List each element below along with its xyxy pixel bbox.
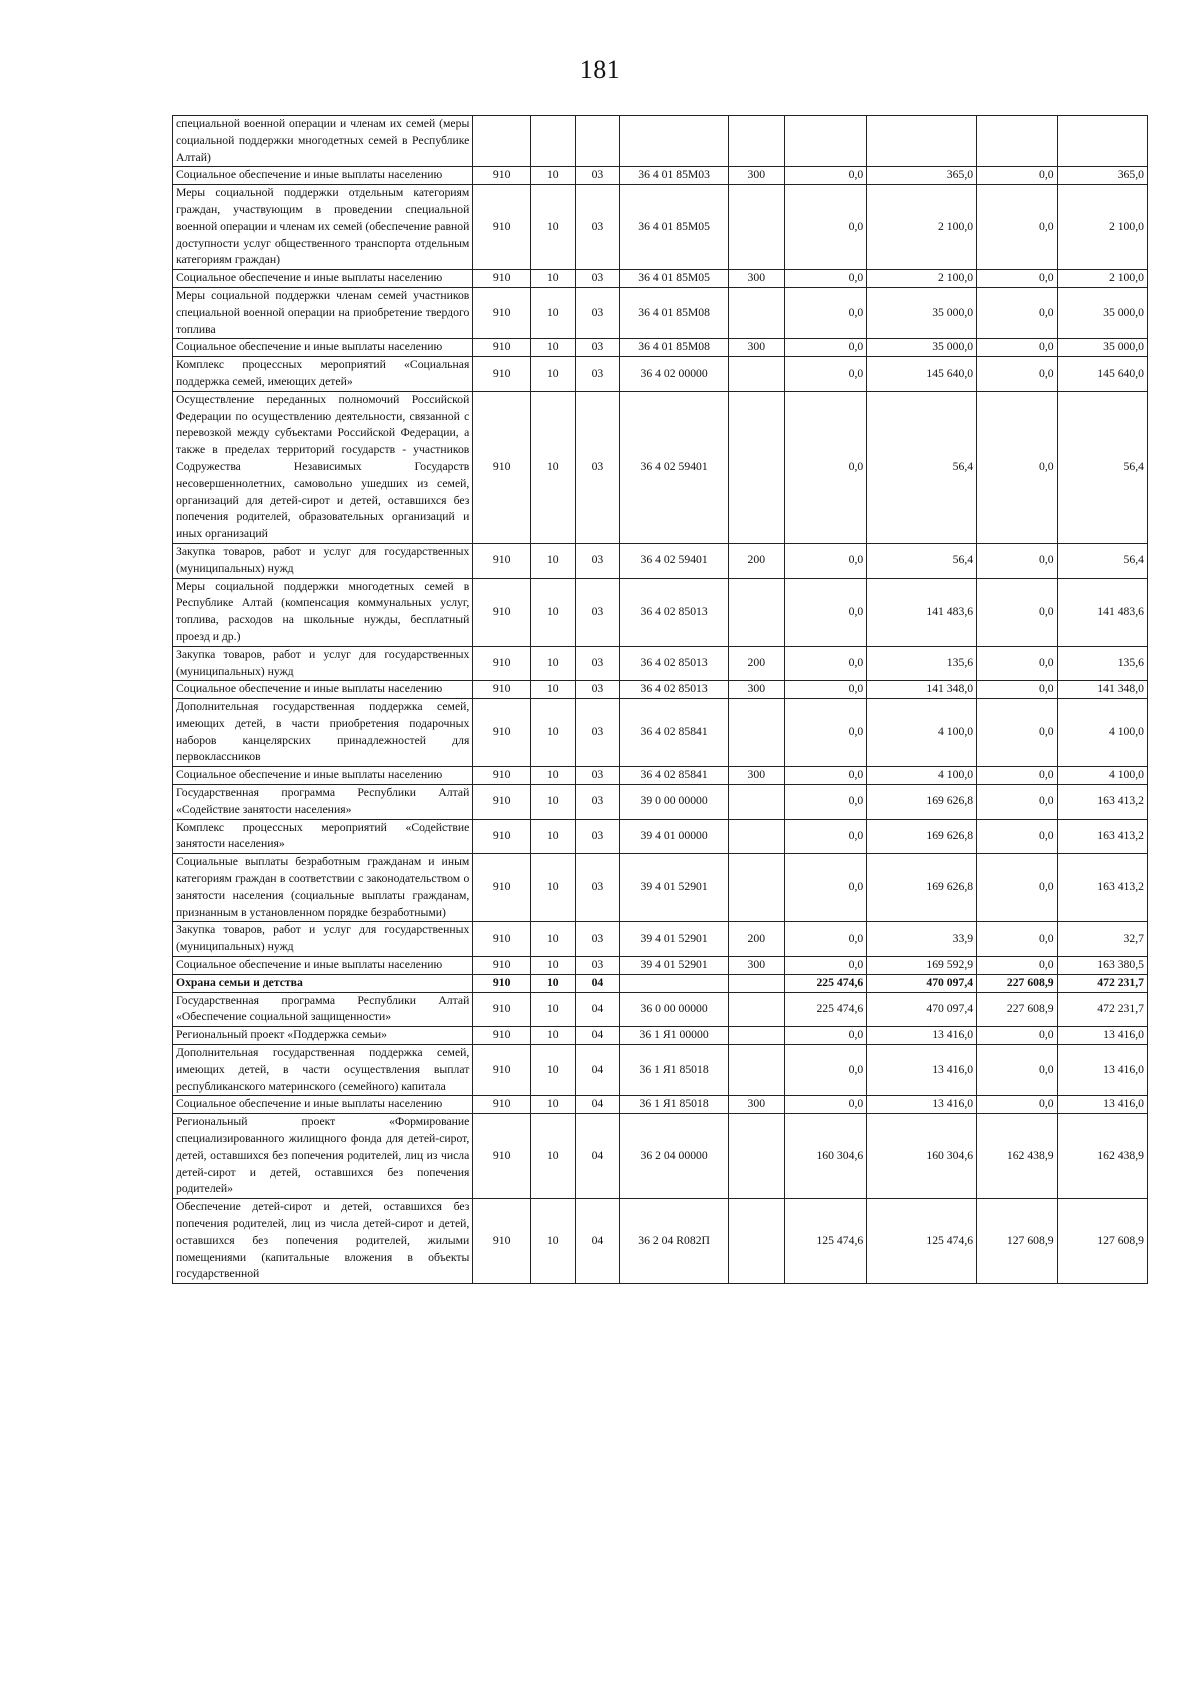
cell-expense-type: 300 [729, 767, 784, 785]
cell-sum-1: 0,0 [784, 785, 867, 820]
table-row [173, 1114, 1148, 1199]
cell-subsection: 03 [575, 578, 620, 646]
cell-subsection: 03 [575, 767, 620, 785]
table-row [173, 1096, 1148, 1114]
cell-subsection: 03 [575, 699, 620, 767]
cell-subsection: 03 [575, 185, 620, 270]
row-name: Государственная программа Республики Алтай «Содействие занятости населения» [173, 785, 473, 820]
cell-expense-type [729, 287, 784, 338]
cell-sum-1: 0,0 [784, 270, 867, 288]
cell-sum-3: 0,0 [977, 681, 1058, 699]
cell-section: 10 [531, 339, 576, 357]
table-row [173, 854, 1148, 922]
cell-subsection: 04 [575, 1096, 620, 1114]
cell-target-article: 36 4 02 00000 [620, 357, 729, 392]
table-row [173, 1199, 1148, 1284]
table-row [173, 681, 1148, 699]
cell-sum-3: 0,0 [977, 922, 1058, 957]
cell-sum-1 [784, 116, 867, 167]
cell-admin-code: 910 [473, 854, 531, 922]
table-row [173, 646, 1148, 681]
cell-sum-3: 0,0 [977, 957, 1058, 975]
cell-expense-type [729, 1045, 784, 1096]
cell-sum-3: 0,0 [977, 785, 1058, 820]
cell-subsection: 03 [575, 785, 620, 820]
cell-sum-4: 2 100,0 [1057, 185, 1147, 270]
row-name: Социальное обеспечение и иные выплаты населению [173, 167, 473, 185]
cell-section: 10 [531, 1114, 576, 1199]
cell-section: 10 [531, 767, 576, 785]
cell-sum-2: 56,4 [867, 543, 977, 578]
cell-target-article: 36 4 01 85М08 [620, 339, 729, 357]
cell-sum-3: 0,0 [977, 391, 1058, 543]
cell-sum-4: 145 640,0 [1057, 357, 1147, 392]
cell-sum-3: 0,0 [977, 1045, 1058, 1096]
cell-expense-type: 200 [729, 922, 784, 957]
cell-target-article: 36 0 00 00000 [620, 992, 729, 1027]
cell-sum-1: 225 474,6 [784, 992, 867, 1027]
cell-admin-code: 910 [473, 1114, 531, 1199]
cell-subsection: 03 [575, 270, 620, 288]
cell-sum-2: 125 474,6 [867, 1199, 977, 1284]
table-row [173, 819, 1148, 854]
table-row [173, 167, 1148, 185]
cell-sum-4: 163 413,2 [1057, 819, 1147, 854]
cell-sum-1: 0,0 [784, 543, 867, 578]
cell-sum-2: 13 416,0 [867, 1045, 977, 1096]
cell-subsection: 03 [575, 854, 620, 922]
cell-subsection: 03 [575, 391, 620, 543]
row-name: специальной военной операции и членам их семей (меры социальной поддержки многодетных семей в Республике Алтай) [173, 116, 473, 167]
cell-admin-code: 910 [473, 1199, 531, 1284]
cell-admin-code: 910 [473, 167, 531, 185]
table-row [173, 339, 1148, 357]
row-name: Меры социальной поддержки многодетных семей в Республике Алтай (компенсация коммунальных услуг, топлива, расходов на школьные нужды, бесплатный проезд и др.) [173, 578, 473, 646]
cell-target-article: 36 1 Я1 85018 [620, 1045, 729, 1096]
row-name: Меры социальной поддержки членам семей участников специальной военной операции на приобретение твердого топлива [173, 287, 473, 338]
cell-section: 10 [531, 391, 576, 543]
table-row [173, 1027, 1148, 1045]
cell-sum-3: 0,0 [977, 646, 1058, 681]
cell-expense-type: 300 [729, 681, 784, 699]
cell-admin-code: 910 [473, 1045, 531, 1096]
budget-table [172, 115, 1148, 1284]
cell-sum-2: 365,0 [867, 167, 977, 185]
row-name: Дополнительная государственная поддержка семей, имеющих детей, в части приобретения подарочных наборов канцелярских принадлежностей для первоклассников [173, 699, 473, 767]
cell-subsection: 03 [575, 339, 620, 357]
cell-admin-code: 910 [473, 819, 531, 854]
cell-sum-3: 0,0 [977, 1027, 1058, 1045]
cell-sum-2: 13 416,0 [867, 1096, 977, 1114]
cell-admin-code: 910 [473, 681, 531, 699]
cell-sum-2: 169 626,8 [867, 819, 977, 854]
row-name: Социальное обеспечение и иные выплаты населению [173, 270, 473, 288]
cell-expense-type [729, 116, 784, 167]
cell-sum-4: 13 416,0 [1057, 1045, 1147, 1096]
cell-section: 10 [531, 167, 576, 185]
cell-admin-code [473, 116, 531, 167]
cell-expense-type: 300 [729, 167, 784, 185]
cell-expense-type [729, 357, 784, 392]
cell-sum-2 [867, 116, 977, 167]
cell-target-article: 36 4 02 85013 [620, 646, 729, 681]
cell-target-article: 36 4 01 85М03 [620, 167, 729, 185]
cell-sum-2: 35 000,0 [867, 287, 977, 338]
cell-sum-3: 0,0 [977, 270, 1058, 288]
cell-sum-3: 0,0 [977, 699, 1058, 767]
cell-sum-1: 0,0 [784, 819, 867, 854]
cell-sum-2: 470 097,4 [867, 974, 977, 992]
cell-sum-4: 35 000,0 [1057, 287, 1147, 338]
row-name: Осуществление переданных полномочий Российской Федерации по осуществлению деятельности, связанной с перевозкой между субъектами Российской Федерации, а также в пределах территорий государств - участников Содружества Независимых Государств несовершеннолетних, самовольно ушедших из семей, организаций для детей-сирот и детей, оставшихся без попечения родителей, образовательных организаций и иных организаций [173, 391, 473, 543]
cell-sum-4: 472 231,7 [1057, 992, 1147, 1027]
cell-sum-1: 0,0 [784, 185, 867, 270]
cell-sum-4: 472 231,7 [1057, 974, 1147, 992]
cell-admin-code: 910 [473, 185, 531, 270]
cell-expense-type [729, 1027, 784, 1045]
table-row-section-header [173, 974, 1148, 992]
cell-admin-code: 910 [473, 357, 531, 392]
cell-sum-4: 56,4 [1057, 543, 1147, 578]
cell-sum-2: 56,4 [867, 391, 977, 543]
cell-sum-1: 0,0 [784, 339, 867, 357]
cell-admin-code: 910 [473, 287, 531, 338]
table-row [173, 785, 1148, 820]
cell-section: 10 [531, 681, 576, 699]
cell-section: 10 [531, 1045, 576, 1096]
table-row [173, 957, 1148, 975]
table-row [173, 922, 1148, 957]
cell-sum-4: 162 438,9 [1057, 1114, 1147, 1199]
row-name: Социальные выплаты безработным гражданам и иным категориям граждан в соответствии с законодательством о занятости населения (социальные выплаты гражданам, признанным в установленном порядке безработными) [173, 854, 473, 922]
cell-sum-3: 0,0 [977, 1096, 1058, 1114]
cell-sum-4: 163 413,2 [1057, 854, 1147, 922]
cell-sum-4: 32,7 [1057, 922, 1147, 957]
table-row [173, 287, 1148, 338]
cell-expense-type [729, 1114, 784, 1199]
cell-sum-4: 13 416,0 [1057, 1027, 1147, 1045]
row-name: Региональный проект «Поддержка семьи» [173, 1027, 473, 1045]
cell-sum-3: 227 608,9 [977, 974, 1058, 992]
cell-admin-code: 910 [473, 699, 531, 767]
cell-sum-3: 0,0 [977, 185, 1058, 270]
cell-sum-3: 0,0 [977, 339, 1058, 357]
row-name: Государственная программа Республики Алтай «Обеспечение социальной защищенности» [173, 992, 473, 1027]
table-row [173, 116, 1148, 167]
cell-section: 10 [531, 543, 576, 578]
cell-target-article: 39 4 01 52901 [620, 922, 729, 957]
cell-section: 10 [531, 1199, 576, 1284]
cell-section: 10 [531, 699, 576, 767]
cell-sum-2: 2 100,0 [867, 270, 977, 288]
row-name: Социальное обеспечение и иные выплаты населению [173, 1096, 473, 1114]
row-name: Закупка товаров, работ и услуг для государственных (муниципальных) нужд [173, 922, 473, 957]
cell-admin-code: 910 [473, 1096, 531, 1114]
cell-target-article: 36 4 01 85М05 [620, 270, 729, 288]
cell-sum-1: 0,0 [784, 854, 867, 922]
page-number: 181 [579, 55, 621, 84]
cell-subsection: 03 [575, 957, 620, 975]
cell-section: 10 [531, 922, 576, 957]
cell-target-article: 36 4 01 85М05 [620, 185, 729, 270]
cell-admin-code: 910 [473, 974, 531, 992]
cell-sum-3: 127 608,9 [977, 1199, 1058, 1284]
cell-subsection: 04 [575, 1045, 620, 1096]
cell-expense-type: 300 [729, 339, 784, 357]
cell-section: 10 [531, 974, 576, 992]
cell-section: 10 [531, 646, 576, 681]
cell-section: 10 [531, 785, 576, 820]
cell-sum-4: 56,4 [1057, 391, 1147, 543]
cell-admin-code: 910 [473, 578, 531, 646]
cell-sum-2: 169 592,9 [867, 957, 977, 975]
cell-sum-2: 135,6 [867, 646, 977, 681]
cell-expense-type [729, 1199, 784, 1284]
cell-expense-type: 300 [729, 270, 784, 288]
cell-sum-1: 0,0 [784, 646, 867, 681]
cell-subsection: 03 [575, 922, 620, 957]
cell-sum-1: 0,0 [784, 1045, 867, 1096]
cell-expense-type [729, 854, 784, 922]
table-row [173, 992, 1148, 1027]
cell-target-article: 36 1 Я1 00000 [620, 1027, 729, 1045]
cell-admin-code: 910 [473, 391, 531, 543]
cell-subsection: 04 [575, 992, 620, 1027]
cell-section: 10 [531, 957, 576, 975]
cell-admin-code: 910 [473, 543, 531, 578]
cell-sum-4: 4 100,0 [1057, 767, 1147, 785]
cell-target-article: 36 4 02 85841 [620, 767, 729, 785]
cell-sum-1: 0,0 [784, 922, 867, 957]
cell-expense-type [729, 699, 784, 767]
cell-expense-type [729, 391, 784, 543]
cell-sum-4: 365,0 [1057, 167, 1147, 185]
cell-sum-1: 0,0 [784, 957, 867, 975]
row-name: Социальное обеспечение и иные выплаты населению [173, 957, 473, 975]
cell-section: 10 [531, 1027, 576, 1045]
cell-expense-type [729, 819, 784, 854]
table-row [173, 767, 1148, 785]
cell-admin-code: 910 [473, 270, 531, 288]
cell-target-article: 36 2 04 00000 [620, 1114, 729, 1199]
row-name: Региональный проект «Формирование специализированного жилищного фонда для детей-сирот, детей, оставшихся без попечения родителей, лиц из числа детей-сирот и детей, оставшихся без попечения родителей» [173, 1114, 473, 1199]
row-name: Социальное обеспечение и иные выплаты населению [173, 681, 473, 699]
cell-sum-2: 35 000,0 [867, 339, 977, 357]
cell-sum-2: 4 100,0 [867, 767, 977, 785]
cell-admin-code: 910 [473, 767, 531, 785]
cell-sum-1: 225 474,6 [784, 974, 867, 992]
cell-admin-code: 910 [473, 1027, 531, 1045]
cell-sum-4 [1057, 116, 1147, 167]
cell-target-article: 36 4 02 85841 [620, 699, 729, 767]
cell-sum-3: 0,0 [977, 578, 1058, 646]
table-row [173, 543, 1148, 578]
cell-admin-code: 910 [473, 957, 531, 975]
table-row [173, 1045, 1148, 1096]
cell-expense-type: 200 [729, 646, 784, 681]
row-name: Комплекс процессных мероприятий «Социальная поддержка семей, имеющих детей» [173, 357, 473, 392]
cell-target-article [620, 116, 729, 167]
cell-sum-1: 125 474,6 [784, 1199, 867, 1284]
cell-subsection: 04 [575, 1114, 620, 1199]
cell-target-article: 39 4 01 00000 [620, 819, 729, 854]
cell-sum-4: 13 416,0 [1057, 1096, 1147, 1114]
cell-target-article: 39 4 01 52901 [620, 854, 729, 922]
cell-section: 10 [531, 992, 576, 1027]
cell-sum-2: 145 640,0 [867, 357, 977, 392]
cell-subsection: 03 [575, 819, 620, 854]
cell-sum-2: 141 483,6 [867, 578, 977, 646]
cell-admin-code: 910 [473, 646, 531, 681]
cell-expense-type [729, 974, 784, 992]
cell-subsection: 03 [575, 646, 620, 681]
cell-section: 10 [531, 578, 576, 646]
cell-sum-1: 0,0 [784, 357, 867, 392]
cell-subsection: 03 [575, 681, 620, 699]
cell-sum-4: 163 413,2 [1057, 785, 1147, 820]
table-row [173, 699, 1148, 767]
cell-sum-2: 470 097,4 [867, 992, 977, 1027]
cell-sum-1: 0,0 [784, 287, 867, 338]
cell-expense-type [729, 578, 784, 646]
cell-sum-1: 0,0 [784, 767, 867, 785]
cell-sum-1: 160 304,6 [784, 1114, 867, 1199]
row-name: Закупка товаров, работ и услуг для государственных (муниципальных) нужд [173, 646, 473, 681]
cell-sum-3: 0,0 [977, 287, 1058, 338]
cell-sum-1: 0,0 [784, 681, 867, 699]
cell-section: 10 [531, 287, 576, 338]
cell-sum-3: 0,0 [977, 167, 1058, 185]
cell-sum-2: 169 626,8 [867, 785, 977, 820]
cell-sum-2: 2 100,0 [867, 185, 977, 270]
row-name: Закупка товаров, работ и услуг для государственных (муниципальных) нужд [173, 543, 473, 578]
cell-target-article [620, 974, 729, 992]
cell-sum-3: 162 438,9 [977, 1114, 1058, 1199]
cell-sum-4: 141 483,6 [1057, 578, 1147, 646]
cell-expense-type: 200 [729, 543, 784, 578]
cell-sum-3: 0,0 [977, 767, 1058, 785]
cell-section: 10 [531, 270, 576, 288]
cell-expense-type [729, 785, 784, 820]
cell-sum-2: 141 348,0 [867, 681, 977, 699]
cell-sum-1: 0,0 [784, 1027, 867, 1045]
cell-subsection: 03 [575, 357, 620, 392]
cell-subsection: 03 [575, 287, 620, 338]
cell-target-article: 36 4 02 85013 [620, 681, 729, 699]
cell-section: 10 [531, 1096, 576, 1114]
cell-section: 10 [531, 357, 576, 392]
cell-target-article: 39 4 01 52901 [620, 957, 729, 975]
cell-sum-4: 135,6 [1057, 646, 1147, 681]
cell-sum-1: 0,0 [784, 391, 867, 543]
cell-sum-2: 33,9 [867, 922, 977, 957]
row-name: Меры социальной поддержки отдельным категориям граждан, участвующим в проведении специальной военной операции и членам их семей (обеспечение равной доступности услуг общественного транспорта отдельным категориям граждан) [173, 185, 473, 270]
cell-target-article: 39 0 00 00000 [620, 785, 729, 820]
cell-sum-3: 227 608,9 [977, 992, 1058, 1027]
cell-sum-4: 4 100,0 [1057, 699, 1147, 767]
table-row [173, 270, 1148, 288]
cell-subsection [575, 116, 620, 167]
cell-sum-4: 2 100,0 [1057, 270, 1147, 288]
cell-target-article: 36 4 02 59401 [620, 543, 729, 578]
cell-target-article: 36 2 04 R082П [620, 1199, 729, 1284]
cell-target-article: 36 4 01 85М08 [620, 287, 729, 338]
cell-subsection: 04 [575, 1199, 620, 1284]
budget-table-body [173, 116, 1148, 1284]
row-name: Охрана семьи и детства [173, 974, 473, 992]
cell-sum-2: 4 100,0 [867, 699, 977, 767]
table-row [173, 185, 1148, 270]
cell-subsection: 04 [575, 1027, 620, 1045]
cell-section: 10 [531, 819, 576, 854]
cell-sum-1: 0,0 [784, 167, 867, 185]
row-name: Обеспечение детей-сирот и детей, оставшихся без попечения родителей, лиц из числа детей-сирот и детей, оставшихся без попечения родителей, жилыми помещениями (капитальные вложения в объекты государственной [173, 1199, 473, 1284]
cell-target-article: 36 4 02 85013 [620, 578, 729, 646]
cell-sum-1: 0,0 [784, 699, 867, 767]
cell-sum-3: 0,0 [977, 819, 1058, 854]
row-name: Социальное обеспечение и иные выплаты населению [173, 339, 473, 357]
cell-sum-3: 0,0 [977, 543, 1058, 578]
row-name: Дополнительная государственная поддержка семей, имеющих детей, в части осуществления выплат республиканского материнского (семейного) капитала [173, 1045, 473, 1096]
cell-section: 10 [531, 854, 576, 922]
cell-expense-type: 300 [729, 1096, 784, 1114]
cell-sum-4: 127 608,9 [1057, 1199, 1147, 1284]
row-name: Социальное обеспечение и иные выплаты населению [173, 767, 473, 785]
cell-sum-2: 13 416,0 [867, 1027, 977, 1045]
table-row [173, 578, 1148, 646]
cell-sum-4: 35 000,0 [1057, 339, 1147, 357]
cell-admin-code: 910 [473, 785, 531, 820]
cell-sum-2: 160 304,6 [867, 1114, 977, 1199]
cell-sum-3 [977, 116, 1058, 167]
cell-section [531, 116, 576, 167]
cell-sum-1: 0,0 [784, 578, 867, 646]
cell-expense-type [729, 185, 784, 270]
cell-subsection: 04 [575, 974, 620, 992]
cell-expense-type: 300 [729, 957, 784, 975]
cell-sum-1: 0,0 [784, 1096, 867, 1114]
cell-sum-2: 169 626,8 [867, 854, 977, 922]
cell-admin-code: 910 [473, 992, 531, 1027]
row-name: Комплекс процессных мероприятий «Содействие занятости населения» [173, 819, 473, 854]
cell-sum-4: 141 348,0 [1057, 681, 1147, 699]
cell-subsection: 03 [575, 543, 620, 578]
table-row [173, 357, 1148, 392]
cell-sum-3: 0,0 [977, 357, 1058, 392]
cell-admin-code: 910 [473, 339, 531, 357]
cell-section: 10 [531, 185, 576, 270]
cell-expense-type [729, 992, 784, 1027]
cell-admin-code: 910 [473, 922, 531, 957]
cell-target-article: 36 4 02 59401 [620, 391, 729, 543]
cell-target-article: 36 1 Я1 85018 [620, 1096, 729, 1114]
cell-sum-4: 163 380,5 [1057, 957, 1147, 975]
cell-sum-3: 0,0 [977, 854, 1058, 922]
cell-subsection: 03 [575, 167, 620, 185]
table-row [173, 391, 1148, 543]
